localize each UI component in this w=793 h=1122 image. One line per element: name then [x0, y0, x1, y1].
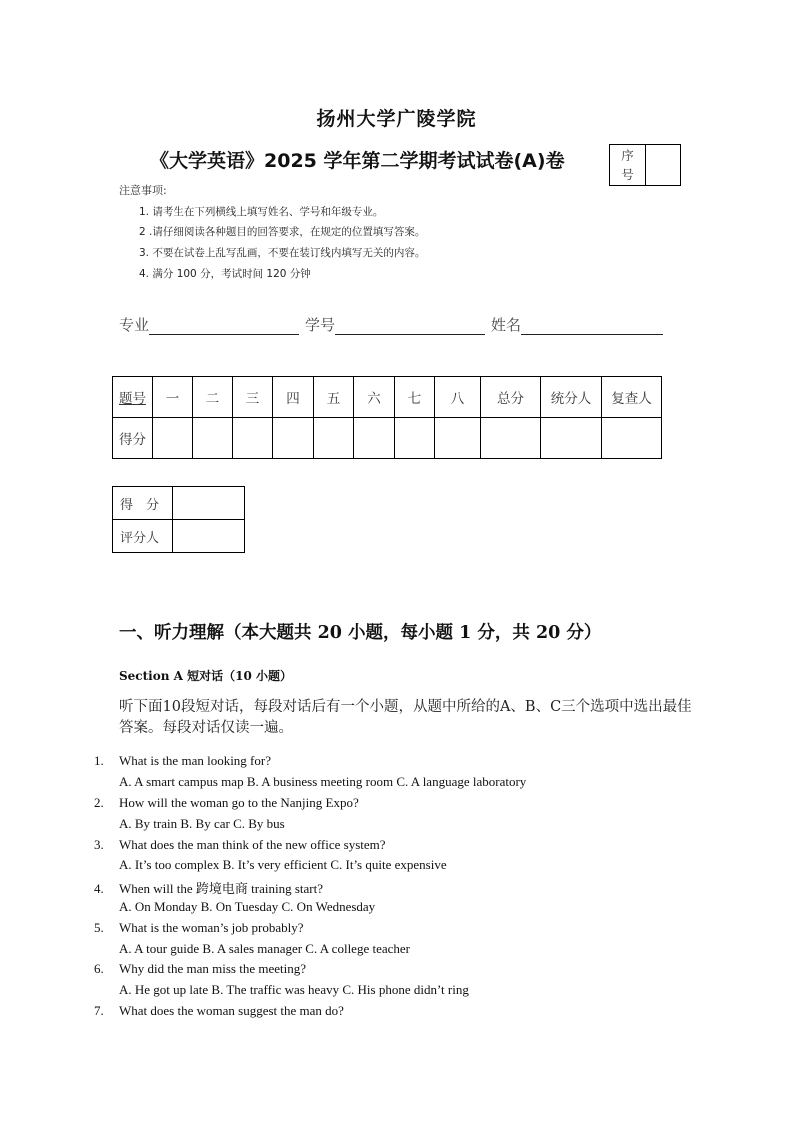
section-grader-label: 评分人: [113, 520, 173, 553]
question-options: A. He got up late B. The traffic was heavy C. His phone didn’t ring: [119, 982, 469, 997]
header-cell-total: 总分: [481, 377, 541, 418]
score-cell[interactable]: [153, 418, 193, 459]
question-options: A. By train B. By car C. By bus: [119, 816, 285, 831]
score-row: [113, 418, 662, 459]
name-field[interactable]: [521, 318, 663, 335]
major-field[interactable]: [149, 318, 299, 335]
section-grader-field[interactable]: [173, 520, 245, 553]
score-cell[interactable]: [435, 418, 481, 459]
student-id-label: 学号: [305, 316, 336, 334]
serial-label-line2: 号: [621, 167, 634, 182]
question-item: 5. What is the woman’s job probably?: [94, 920, 304, 935]
section-heading: 一、听力理解（本大题共 20 小题，每小题 1 分，共 20 分）: [119, 623, 602, 643]
header-cell-question-no: 题号: [113, 377, 153, 418]
note-item: 1. 请考生在下列横线上填写姓名、学号和年级专业。: [139, 206, 384, 218]
header-cell-tallier: 统分人: [541, 377, 602, 418]
score-cell[interactable]: [193, 418, 233, 459]
header-cell: 六: [354, 377, 395, 418]
serial-label-line1: 序: [621, 148, 634, 163]
header-cell: 四: [273, 377, 314, 418]
table-header-row: [113, 377, 662, 418]
score-cell-tallier[interactable]: [541, 418, 602, 459]
question-item: 6. Why did the man miss the meeting?: [94, 961, 307, 976]
serial-number-field[interactable]: [646, 145, 680, 185]
question-item: 1. What is the man looking for?: [94, 753, 271, 768]
header-cell: 五: [314, 377, 354, 418]
serial-label: [610, 145, 646, 185]
question-options: A. On Monday B. On Tuesday C. On Wednesday: [119, 899, 376, 914]
school-name: 扬州大学广陵学院: [316, 108, 477, 130]
student-id-field[interactable]: [335, 318, 485, 335]
question-options: A. A smart campus map B. A business meeting room C. A language laboratory: [119, 774, 527, 789]
header-cell: 三: [233, 377, 273, 418]
score-row-label: 得分: [113, 418, 153, 459]
header-cell: 八: [435, 377, 481, 418]
serial-number-box: [609, 144, 681, 186]
question-item: 7. What does the woman suggest the man do?: [94, 1003, 344, 1018]
score-cell-total[interactable]: [481, 418, 541, 459]
score-cell-reviewer[interactable]: [602, 418, 662, 459]
section-score-box: [112, 486, 245, 553]
score-cell[interactable]: [314, 418, 354, 459]
part-a-instructions: 听下面10段短对话，每段对话后有一个小题，从题中所给的A、B、C三个选项中选出最佳答案。每段对话仅读一遍。: [119, 699, 692, 736]
note-item: 4. 满分 100 分，考试时间 120 分钟: [139, 268, 311, 280]
exam-title: 《大学英语》2025 学年第二学期考试试卷(A)卷: [150, 150, 565, 172]
header-cell-reviewer: 复查人: [602, 377, 662, 418]
note-item: 2 .请仔细阅读各种题目的回答要求，在规定的位置填写答案。: [139, 226, 426, 238]
question-options: A. It’s too complex B. It’s very efficient C. It’s quite expensive: [119, 857, 447, 872]
part-a-title: Section A 短对话（10 小题）: [119, 669, 292, 683]
section-score-field[interactable]: [173, 487, 245, 520]
header-cell: 二: [193, 377, 233, 418]
score-summary-table: [112, 376, 662, 459]
header-cell: 一: [153, 377, 193, 418]
section-score-label: 得 分: [113, 487, 173, 520]
score-cell[interactable]: [273, 418, 314, 459]
header-cell: 七: [395, 377, 435, 418]
score-cell[interactable]: [395, 418, 435, 459]
notes-title: 注意事项:: [119, 184, 167, 197]
major-label: 专业: [119, 316, 150, 334]
name-label: 姓名: [491, 316, 522, 334]
question-item: 3. What does the man think of the new office system?: [94, 837, 386, 852]
student-info-row: [119, 314, 669, 335]
question-item: 4. When will the 跨境电商 training start?: [94, 881, 323, 896]
question-options: A. A tour guide B. A sales manager C. A college teacher: [119, 941, 410, 956]
note-item: 3. 不要在试卷上乱写乱画，不要在装订线内填写无关的内容。: [139, 247, 426, 259]
score-cell[interactable]: [233, 418, 273, 459]
question-item: 2. How will the woman go to the Nanjing Expo?: [94, 795, 359, 810]
score-cell[interactable]: [354, 418, 395, 459]
